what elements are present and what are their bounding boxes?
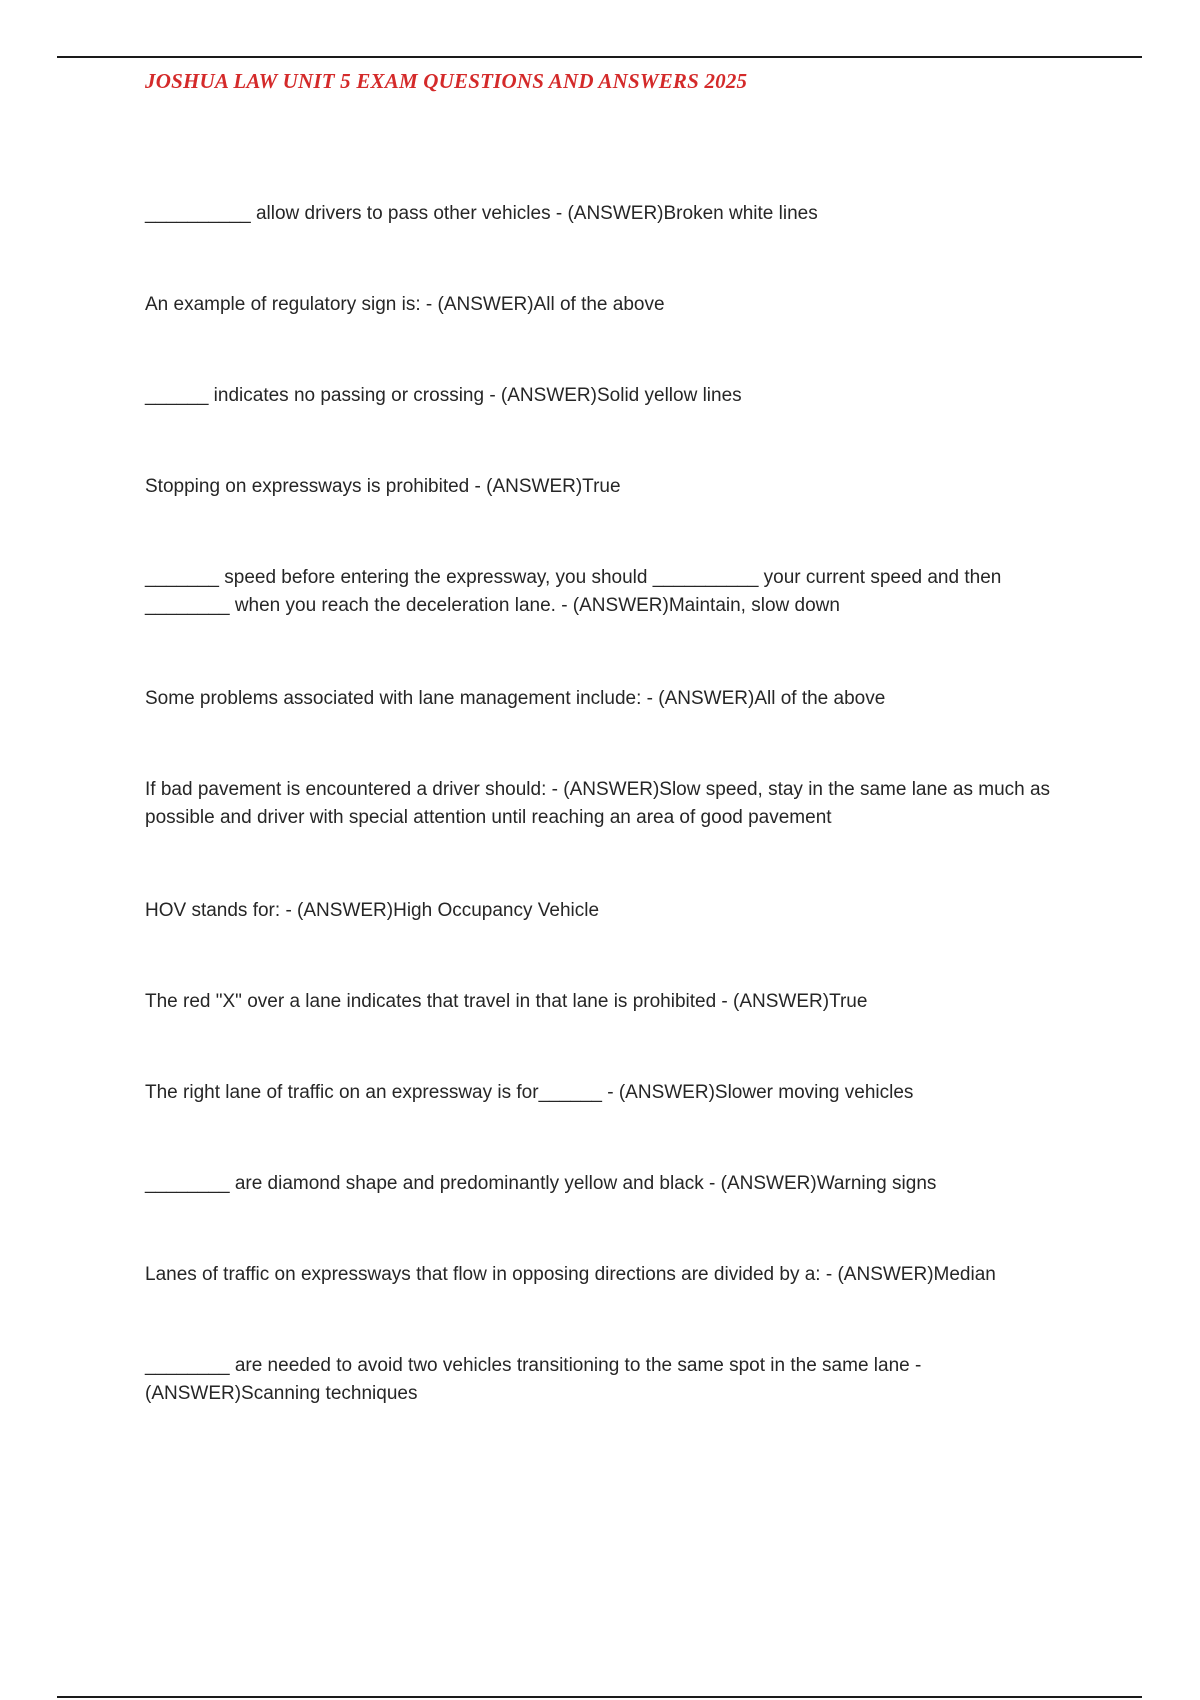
qa-item: The red "X" over a lane indicates that travel in that lane is prohibited - (ANSWER)True [145, 991, 868, 1012]
qa-item: Lanes of traffic on expressways that flow in opposing directions are divided by a: - (ANSWER)Median [145, 1264, 996, 1285]
top-rule [57, 56, 1142, 58]
qa-item: Some problems associated with lane management include: - (ANSWER)All of the above [145, 688, 886, 709]
document-title: JOSHUA LAW UNIT 5 EXAM QUESTIONS AND ANSWERS 2025 [145, 69, 748, 93]
qa-item: HOV stands for: - (ANSWER)High Occupancy Vehicle [145, 900, 600, 921]
qa-item: ________ are needed to avoid two vehicles transitioning to the same spot in the same lane - (ANSWER)Scanning techniques [145, 1355, 927, 1404]
qa-item: The right lane of traffic on an expressway is for______ - (ANSWER)Slower moving vehicles [145, 1082, 914, 1103]
bottom-rule [57, 1696, 1142, 1698]
qa-item: Stopping on expressways is prohibited - (ANSWER)True [145, 476, 621, 497]
qa-item: __________ allow drivers to pass other vehicles - (ANSWER)Broken white lines [145, 203, 818, 224]
qa-item: _______ speed before entering the expressway, you should __________ your current speed and then ________ when you reach the deceleration lane. - (ANSWER)Maintain, slow down [145, 567, 1007, 616]
qa-item: ________ are diamond shape and predominantly yellow and black - (ANSWER)Warning signs [145, 1173, 937, 1194]
qa-list [145, 200, 1080, 1412]
qa-item: An example of regulatory sign is: - (ANSWER)All of the above [145, 294, 665, 315]
qa-item: If bad pavement is encountered a driver should: - (ANSWER)Slow speed, stay in the same lane as much as possible and driver with special attention until reaching an area of good pavement [145, 779, 1056, 828]
qa-item: ______ indicates no passing or crossing - (ANSWER)Solid yellow lines [145, 385, 742, 406]
